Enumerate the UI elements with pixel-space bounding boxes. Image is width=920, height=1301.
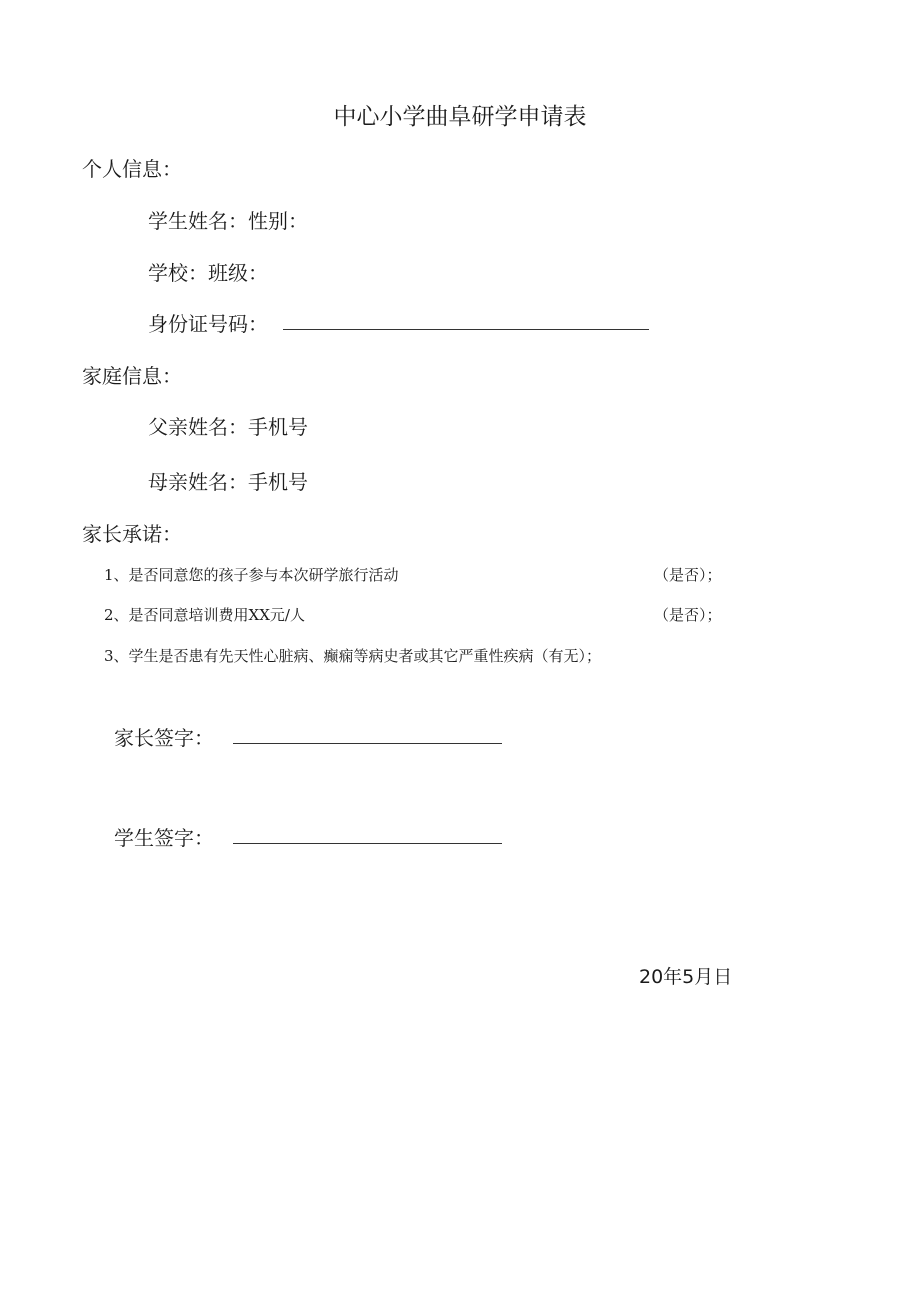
personal-info-heading: 个人信息： bbox=[82, 157, 182, 181]
school-class-field: 学校：班级： bbox=[148, 261, 268, 285]
pledge-item-choice: （是否）； bbox=[654, 566, 722, 584]
student-name-gender-field: 学生姓名：性别： bbox=[148, 209, 308, 233]
parent-signature-line bbox=[233, 743, 502, 744]
page-title: 中心小学曲阜研学申请表 bbox=[333, 104, 587, 130]
parent-pledge-heading: 家长承诺： bbox=[82, 522, 182, 546]
student-signature-label: 学生签字： bbox=[114, 826, 214, 850]
id-number-field bbox=[148, 308, 268, 337]
student-signature-line bbox=[233, 843, 502, 844]
mother-field: 母亲姓名：手机号 bbox=[148, 470, 308, 494]
father-field: 父亲姓名：手机号 bbox=[148, 415, 308, 439]
family-info-heading: 家庭信息： bbox=[82, 364, 182, 388]
pledge-item-choice: （是否）； bbox=[654, 606, 722, 624]
pledge-item-text: 3、学生是否患有先天性心脏病、癫痫等病史者或其它严重性疾病（有无）； bbox=[104, 647, 602, 665]
date-line: 20年5月日 bbox=[639, 966, 733, 988]
id-number-underline bbox=[283, 329, 649, 330]
pledge-item-text: 1、是否同意您的孩子参与本次研学旅行活动 bbox=[104, 566, 399, 584]
pledge-item-text: 2、是否同意培训费用XX元/人 bbox=[104, 606, 305, 624]
id-number-label: 身份证号码： bbox=[148, 312, 268, 336]
parent-signature-label: 家长签字： bbox=[114, 726, 214, 750]
